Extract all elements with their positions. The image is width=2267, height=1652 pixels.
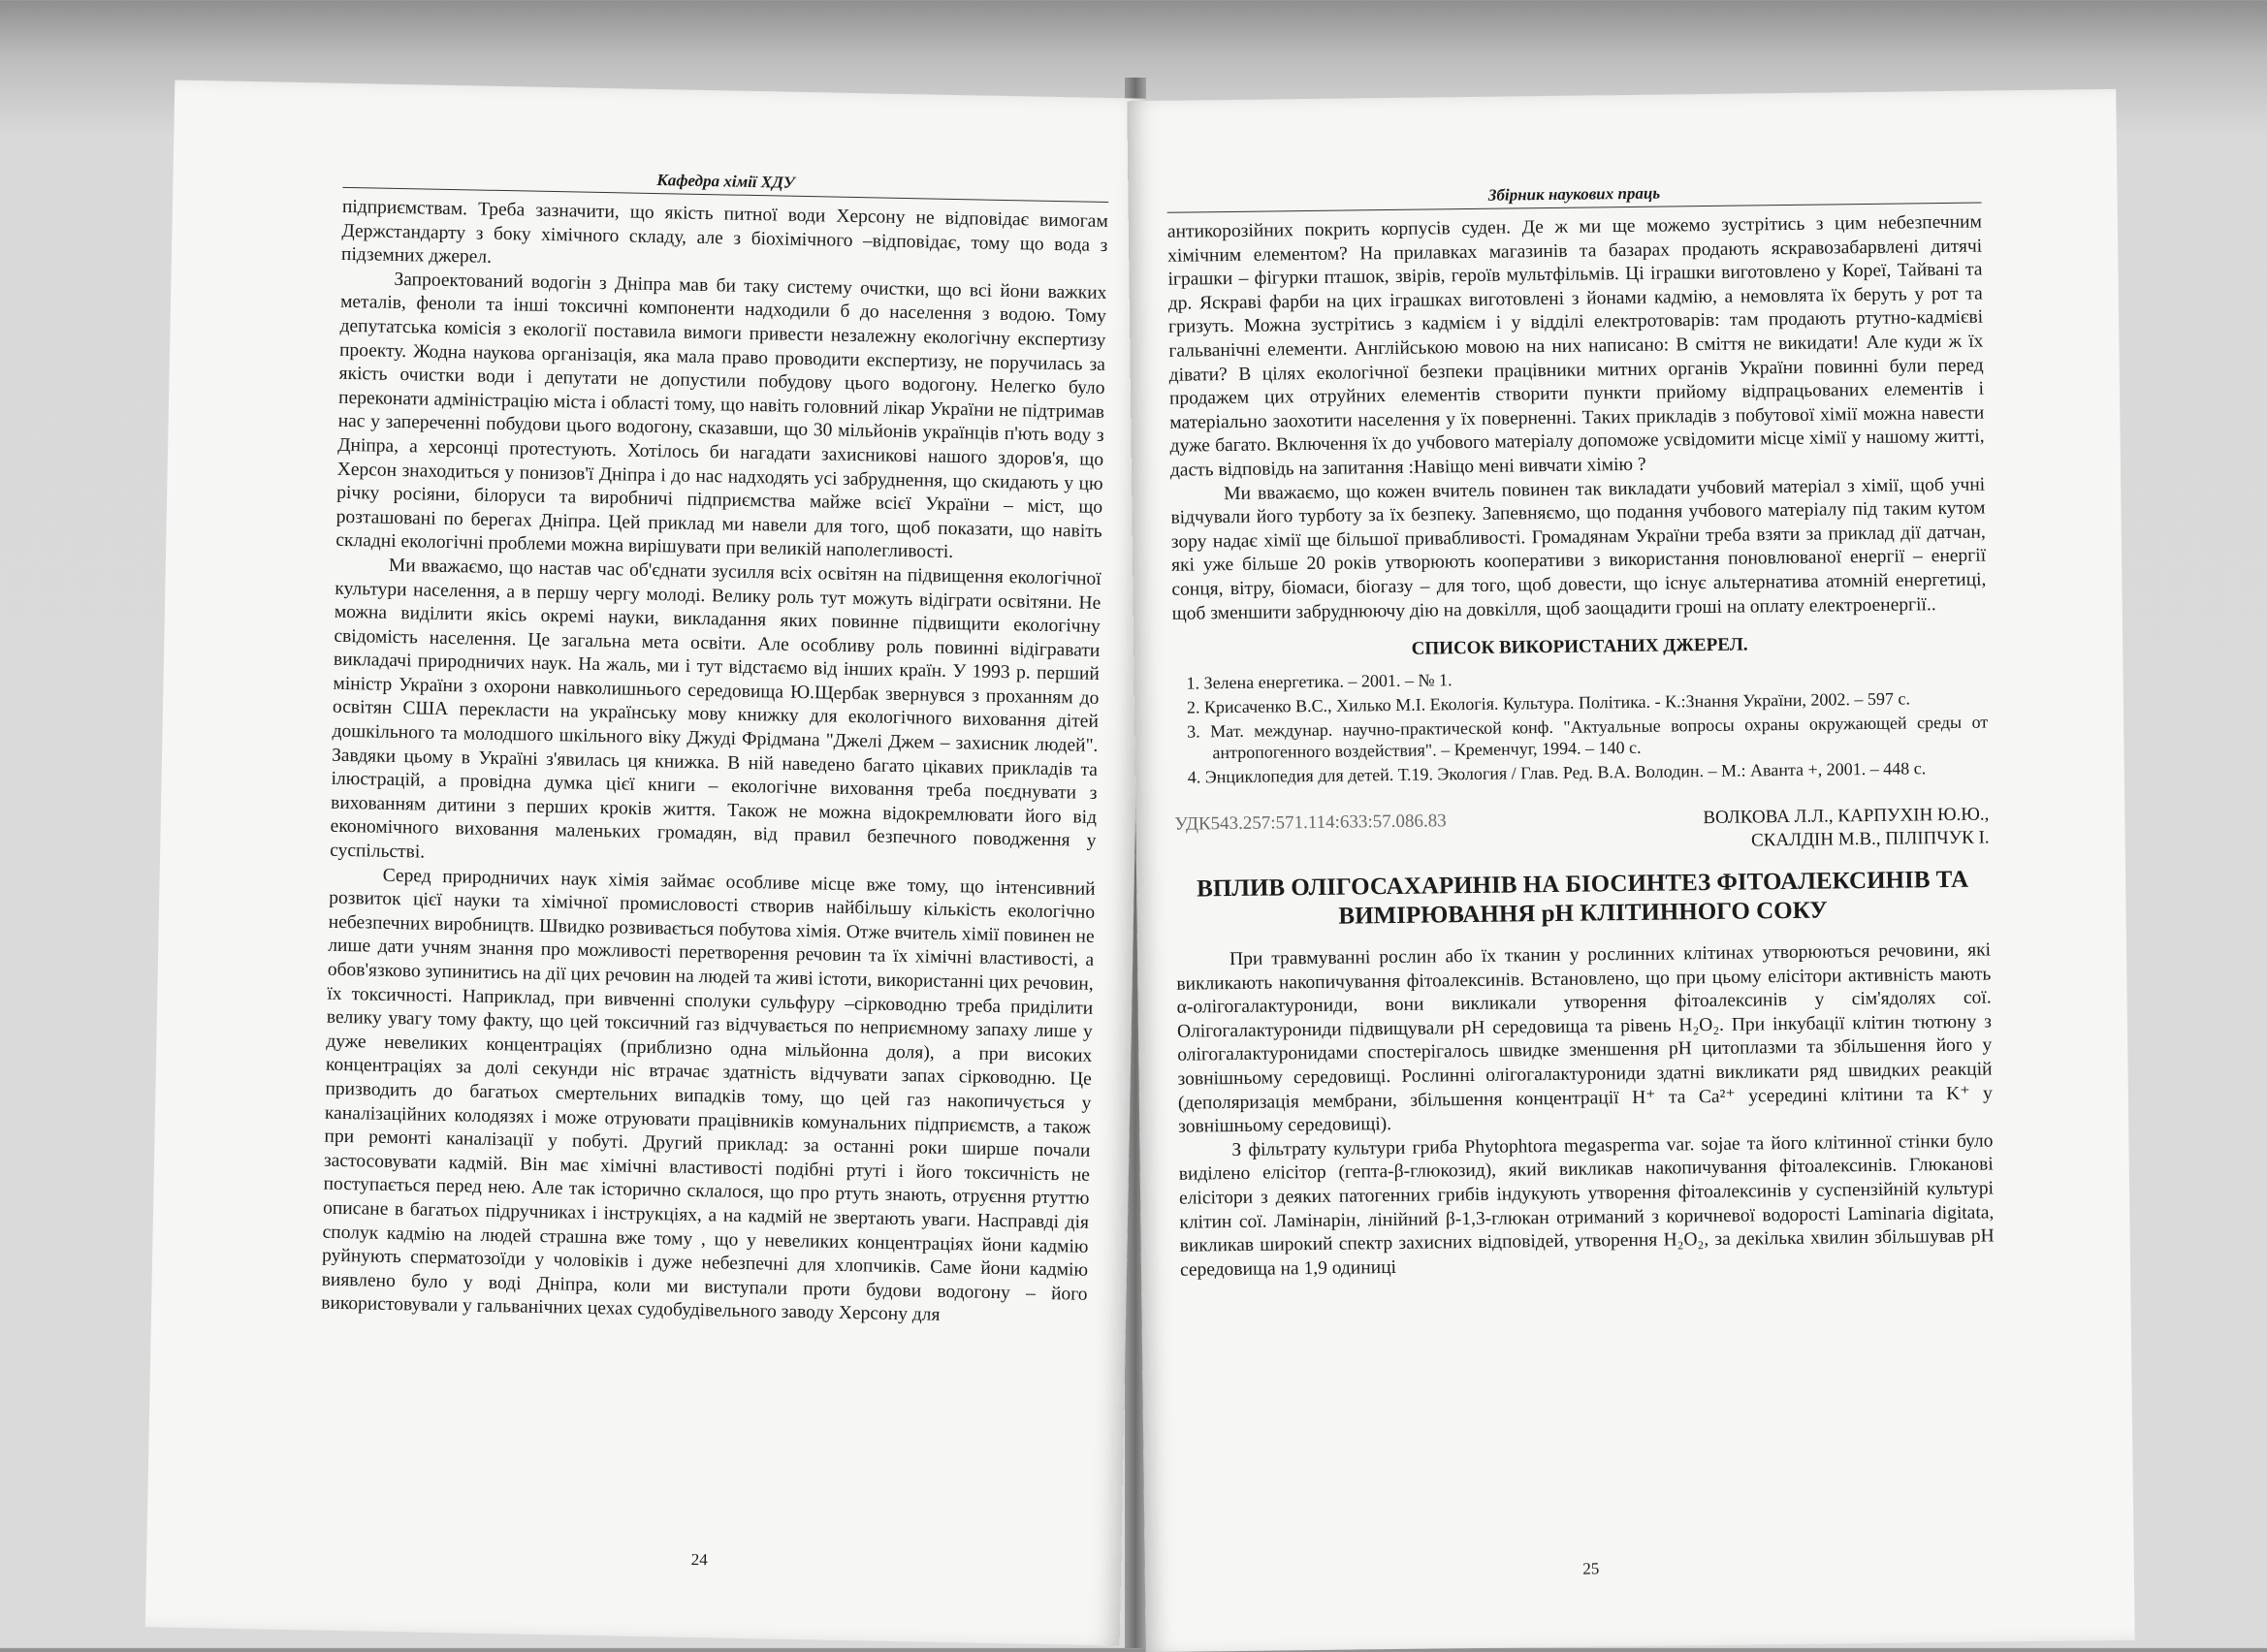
references-list	[1172, 663, 1988, 788]
paragraph: Ми вважаємо, що настав час об'єднати зусилля всіх освітян на підвищення екологічної культури населення, а в першу чергу молоді. Велику роль тут можуть відіграти освітяни. Не можна виділити якісь окремі науки, викладання яких повинне підвищити екологічну свідомість населення. Це загальна мета освіти. Але особливу роль повинні відігравати викладачі природничих наук. На жаль, ми і тут відстаємо від інших країн. У 1993 р. перший міністр України з охорони навколишнього середовища Ю.Щербак звернувся з проханням до освітян США перекласти на українську мову книжку для екологічного виховання дітей дошкільного та молодшого шкільного віку Джуді Фрідмана "Джелі Джем – захисник людей". Завдяки цьому в Україні з'явилась ця книжка. В ній наведено багато цікавих прикладів та ілюстрацій, а провідна думка цієї книги – екологічне виховання треба поєднувати з вихованням дитини з перших кроків життя. Також не можна відокремлювати його від економічного виховання маленьких громадян, від правил безпечного поводження у суспільстві.	[329, 555, 1102, 863]
references-title: СПИСОК ВИКОРИСТАНИХ ДЖЕРЕЛ.	[1411, 634, 1748, 659]
right-page	[1127, 89, 2134, 1652]
article-body	[1176, 939, 1995, 1284]
paragraph: антикорозійних покрить корпусів суден. Де ж ми ще можемо зустрітись з цим небезпечним хімічним елементом? На прилавках магазинів та базарах продають яскравозабарвлені дитячі іграшки – фігурки пташок, звірів, героїв мультфільмів. Ці іграшки виготовлено у Кореї, Тайвані та др. Яскраві фарби на цих іграшках виготовлені з йонами кадмію, а немовлята їх беруть у рот та гризуть. Можна зустрітись з кадмієм і у відділі електротоварів: там продають ртутно-кадмієві гальванічні елементи. Англійською мовою на них написано: В сміття не викидати! Але куди ж їх дівати? В цілях екологічної безпеки працівники митних органів України повинні були перед продажем цих отруйних елементів створити пункти прийому відпрацьованих елементів і матеріально заохотити населення у їх поверненні. Таких прикладів з побутової хімії можна навести дуже багато. Включення їх до учбового матеріалу допоможе усвідомити місце хімії у нашому житті, дасть відповідь на запитання :Навіщо мені вивчати хімію ?	[1166, 211, 1985, 481]
page-number-right: 25	[1582, 1559, 1600, 1578]
reference-item: 1. Зелена енергетика. – 2001. – № 1.	[1186, 670, 1453, 693]
reference-item: 2. Крисаченко В.С., Хилько М.І. Екологія. Культура. Політика. - К.:Знання України, 2002. – 597 с.	[1186, 688, 1911, 717]
udk-authors-row	[1174, 804, 1990, 860]
reference-item: 4. Энциклопедия для детей. Т.19. Экология / Глав. Ред. В.А. Володин. – М.: Аванта +, 2001. – 448 с.	[1187, 758, 1927, 787]
left-page-body	[321, 196, 1108, 1331]
running-head-left: Кафедра хімії ХДУ	[342, 165, 1108, 203]
right-page-body	[1167, 211, 1987, 626]
reference-item: 3. Мат. междунар. научно-практической конф. "Актуальные вопросы охраны окружающей среды от антропогенного воздействия". – Кременчуг, 1994. – 140 с.	[1187, 712, 1989, 763]
paragraph: Серед природничих наук хімія займає особливе місце вже тому, що інтенсивний розвиток цієї науки та хімічної промисловості створив найбільшу кількість екологічно небезпечних виробництв. Швидко розвивається побутова хімія. Отже вчитель хімії повинен не лише дати учням знання про можливості перетворення речовин та їх хімічні властивості, а обов'язково зупинитись на дії цих речовин на людей та живі істоти, використанні цих речовин, їх токсичності. Наприклад, при вивченні сполуки сульфуру –сірководню треба приділити велику увагу тому факту, що цей токсичний газ відчувається по неприємному запаху лише у дуже невеликих концентраціях (приблизно одна мільйонна доля), а при високих концентраціях за долі секунди ніс втрачає здатність відчувати запах сірководню. Це призводить до багатьох смертельних випадків тому, що цей газ накопичується у каналізаційних колодязях і може отруювати працівників комунальних підприємств, а також при ремонті каналізації у побуті. Другий приклад: за останні роки ширше почали застосовувати кадмій. Він має хімічні властивості подібні ртуті і його токсичність не поступається перед нею. Але так історично склалося, що про ртуть знають, отруєння ртуттю описане в багатьох підручниках і інструкціях, а на кадмій не звертають уваги. Насправді дія сполук кадмію на людей страшна вже тому , що у невеликих концентраціях йони кадмію руйнують сперматозоїди у чоловіків і дуже небезпечні для хлопчиків. Саме йони кадмію виявлено було у воді Дніпра, коли ми виступали проти будови водогону – його використовували у гальванічних цехах судобудівельного заводу Херсону для	[321, 865, 1096, 1326]
authors-line: СКАЛДІН М.В., ПІЛІПЧУК І.	[1750, 827, 1990, 851]
running-head-right: Збірник наукових праць	[1166, 180, 1981, 213]
udk-code: УДК543.257:571.114:633:57.086.83	[1174, 810, 1447, 835]
article-title: ВПЛИВ ОЛІГОСАХАРИНІВ НА БІОСИНТЕЗ ФІТОАЛЕКСИНІВ ТА ВИМІРЮВАННЯ рН КЛІТИННОГО СОКУ	[1197, 866, 1969, 930]
paragraph: При травмуванні рослин або їх тканин у рослинних клітинах утворюються речовини, які викликають накопичування фітоалексинів. Встановлено, що при цьому елісітори активність мають α-олігогалактурониди, вони викликали утворення фітоалексинів у сім'ядолях сої. Олігогалактурониди підвищували pH середовища та рівень H₂O₂. При інкубації клітин тютюну з олігогалактуронидами спостерігалось швидке зменшення pH цитоплазми та збільшення його у зовнішньому середовищі. Рослинні олігогалактурониди здатні викликати ряд швидких реакцій (деполяризація мембрани, збільшення концентрації H⁺ та Ca²⁺ усередині клітини та K⁺ у зовнішньому середовищі).	[1176, 939, 1993, 1137]
authors	[1703, 804, 1990, 854]
paragraph: Запроектований водогін з Дніпра мав би таку систему очистки, що всі йони важких металів, феноли та інші токсичні компоненти надходили б до населення з водою. Тому депутатська комісія з екології поставила вимоги привести незалежну екологічну експертизу проекту. Жодна наукова організація, яка мала право проводити експертизу, не поручилась за якість очистки води і депутати не допустили побудову цього водогону. Нелегко було переконати адміністрацію міста і області тому, що навіть головний лікар України не підтримав нас у запереченні побудови цього водогону, сказавши, що 30 мільйонів українців п'ють воду з Дніпра, а херсонці протестують. Хотілось би нагадати захисникові нашого здоров'я, що Херсон знаходиться у понизов'ї Дніпра і до нас надходять усі забруднення, що скидають у цю річку росіяни, білоруси та виробничі підприємства майже всієї України – міст, що розташовані по берегах Дніпра. Цей приклад ми навели для того, щоб показати, що навіть складні екологічні проблеми можна вирішувати при великій наполегливості.	[335, 269, 1107, 563]
authors-line: ВОЛКОВА Л.Л., КАРПУХІН Ю.Ю.,	[1703, 804, 1990, 829]
paragraph: Ми вважаємо, що кожен вчитель повинен так викладати учбовий матеріал з хімії, щоб учні відчували його турботу за їх безпеку. Запевняємо, що подання учбового матеріалу під таким кутом зору надає хімії ще більшої привабливості. Громадянам України треба взяти за приклад дії датчан, які уже більше 20 років утворюють кооперативи з використання поновлюваної енергії – енергії сонця, вітру, біомаси, біогазу – для того, щоб довести, що існує альтернатива атомній енергетиці, щоб зменшити забруднюючу дію на довкілля, щоб заощадити гроші на оплату електроенергії..	[1170, 474, 1987, 624]
left-page	[145, 80, 1149, 1646]
paragraph: підприємствам. Треба зазначити, що якість питної води Херсону не відповідає вимогам Держстандарту з боку хімічного складу, але з біохімічного –відповідає, тому що вода з підземних джерел.	[340, 196, 1108, 268]
page-number-left: 24	[690, 1550, 708, 1570]
paragraph: З фільтрату культури гриба Phytophtora megasperma var. sojae та його клітинної стінки було виділено елісітор (гепта-β-глюкозид), який викликав накопичування фітоалексинів. Глюканові елісітори з деяких патогенних грибів індукують утворення фітоалексинів у суспензійній культурі клітин сої. Ламінарін, лінійний β-1,3-глюкан отриманий з коричневої водорості Laminaria digitata, викликав широкий спектр захисних відповідей, утворення H₂O₂, за декілька хвилин збільшував pH середовища на 1,9 одиниці	[1178, 1130, 1995, 1281]
